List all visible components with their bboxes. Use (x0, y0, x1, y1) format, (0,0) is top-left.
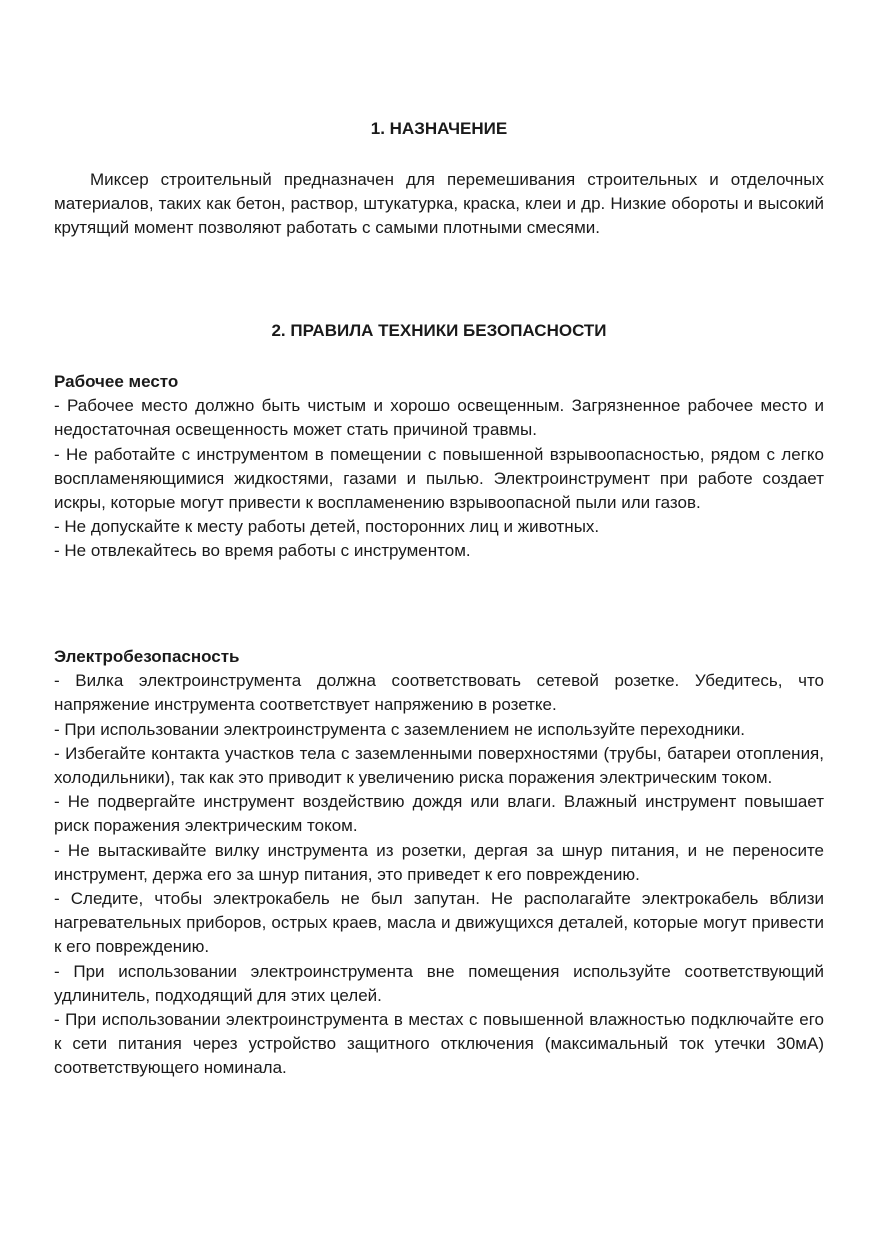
electrical-safety-item: - Не подвергайте инструмент воздействию дождя или влаги. Влажный инструмент повышает риск поражения электрическим током. (54, 792, 824, 836)
electrical-safety-item: - Избегайте контакта участков тела с заземленными поверхностями (трубы, батареи отопления, холодильники), так как это приводит к увеличению риска поражения электрическим током. (54, 743, 824, 788)
workplace-heading: Рабочее место (54, 372, 179, 391)
workplace-item: - Не допускайте к месту работы детей, посторонних лиц и животных. (54, 517, 600, 537)
section-title-safety: 2. ПРАВИЛА ТЕХНИКИ БЕЗОПАСНОСТИ (271, 321, 607, 340)
workplace-subsection (54, 370, 824, 564)
electrical-safety-item: - Следите, чтобы электрокабель не был запутан. Не располагайте электрокабель вблизи нагревательных приборов, острых краев, масла и движущихся деталей, которые могут привести к его повреждению. (54, 889, 824, 957)
purpose-paragraph: Миксер строительный предназначен для перемешивания строительных и отделочных материалов, таких как бетон, раствор, штукатурка, краска, клеи и др. Низкие обороты и высокий крутящий момент позволяют работать с самыми плотными смесями. (54, 170, 824, 238)
electrical-safety-item: - Не вытаскивайте вилку инструмента из розетки, дергая за шнур питания, и не переносите инструмент, держа его за шнур питания, это приведет к его повреждению. (54, 840, 824, 884)
workplace-item: - Рабочее место должно быть чистым и хорошо освещенным. Загрязненное рабочее место и недостаточная освещенность может стать причиной травмы. (54, 396, 824, 440)
electrical-safety-item: - При использовании электроинструмента в местах с повышенной влажностью подключайте его к сети питания через устройство защитного отключения (максимальный ток утечки 30мА) соответствующего номинала. (54, 1010, 824, 1078)
workplace-item: - Не отвлекайтесь во время работы с инструментом. (54, 541, 471, 561)
electrical-safety-subsection (54, 645, 824, 1081)
electrical-safety-item: - Вилка электроинструмента должна соответствовать сетевой розетке. Убедитесь, что напряжение инструмента соответствует напряжению в розетке. (54, 671, 824, 715)
workplace-item: - Не работайте с инструментом в помещении с повышенной взрывоопасностью, рядом с легко воспламеняющимися жидкостями, газами и пылью. Электроинструмент при работе создает искры, которые могут привести к воспламенению взрывоопасной пыли или газов. (54, 444, 824, 513)
electrical-safety-item: - При использовании электроинструмента вне помещения используйте соответствующий удлинитель, подходящий для этих целей. (54, 961, 824, 1005)
section-title-purpose: 1. НАЗНАЧЕНИЕ (370, 119, 508, 138)
electrical-safety-item: - При использовании электроинструмента с заземлением не используйте переходники. (54, 719, 746, 739)
electrical-safety-heading: Электробезопасность (54, 647, 240, 666)
